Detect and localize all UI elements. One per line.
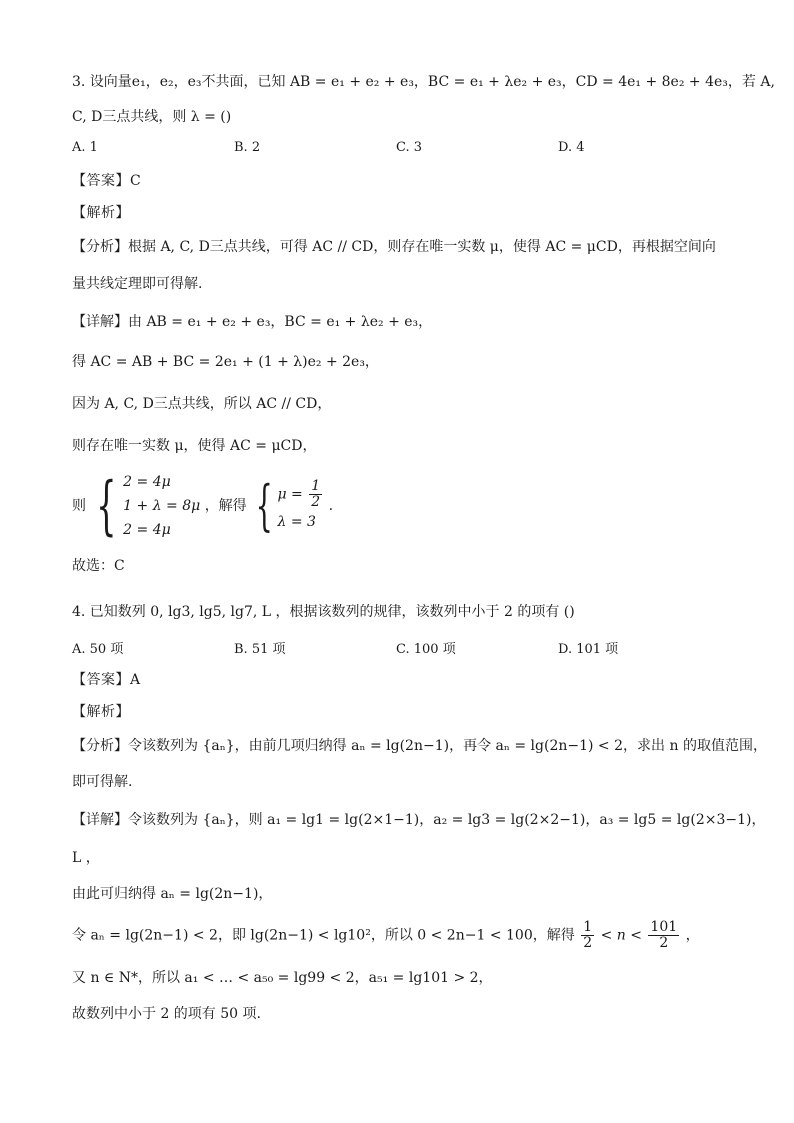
q3-solution-system [251, 474, 324, 537]
q3-system-row-1: 2 = 4μ [123, 474, 171, 490]
q3-stem-line2: C, D三点共线，则 λ = () [72, 109, 232, 125]
left-brace-icon: { [96, 469, 117, 543]
q4-detail-line4-text: 令 aₙ = lg(2n−1) < 2，即 lg(2n−1) < lg10²，所以 0 < 2n−1 < 100，解得 [72, 927, 575, 944]
q4-detail-line2: L ， [72, 850, 100, 866]
q4-detail-line4-end: ， [685, 927, 700, 944]
q3-option-b: B. 2 [234, 140, 261, 155]
q4-inequality-middle: < n < [600, 927, 642, 944]
q3-option-c: C. 3 [396, 140, 423, 155]
q4-option-d: D. 101 项 [558, 642, 619, 657]
q4-analysis-title: 【解析】 [72, 704, 130, 720]
q3-stem-line1: 3. 设向量e₁，e₂，e₃不共面，已知 AB = e₁ + e₂ + e₃，BC = e₁ + λe₂ + e₃，CD = 4e₁ + 8e₂ + 4e₃，若 A, [72, 74, 775, 90]
q3-system-row-3: 2 = 4μ [123, 522, 171, 538]
q3-detail-line1: 【详解】由 AB = e₁ + e₂ + e₃，BC = e₁ + λe₂ + e₃， [72, 314, 433, 330]
q4-answer: 【答案】A [72, 672, 141, 688]
q4-detail-line5: 又 n ∈ N*，所以 a₁ < … < a₅₀ = lg99 < 2，a₅₁ = lg101 > 2， [72, 970, 493, 986]
q3-detail-line3: 因为 A, C, D三点共线，所以 AC // CD， [72, 396, 332, 412]
q4-fraction-101-half [648, 920, 679, 951]
q3-solve-text: ，解得 [204, 498, 247, 514]
q3-detail-line2: 得 AC = AB + BC = 2e₁ + (1 + λ)e₂ + 2e₃， [72, 354, 379, 370]
q3-fenxi-line1: 【分析】根据 A, C, D三点共线，可得 AC // CD，则存在唯一实数 μ，使得 AC = μCD，再根据空间向 [72, 239, 716, 255]
q3-solution-mu-fraction [309, 479, 322, 510]
left-brace-icon: { [255, 474, 273, 537]
q4-fraction-one-half [581, 920, 594, 951]
q3-options [72, 140, 732, 160]
q3-solution-end: . [328, 498, 334, 514]
q3-system-line [72, 470, 333, 542]
q4-detail-line3: 由此可归纳得 aₙ = lg(2n−1)， [72, 886, 273, 902]
q3-option-d: D. 4 [558, 140, 585, 155]
q3-solution-lambda: λ = 3 [277, 513, 316, 530]
q3-answer: 【答案】C [72, 173, 142, 189]
q4-option-a: A. 50 项 [72, 642, 124, 657]
q3-choose: 故选：C [72, 558, 125, 574]
q3-solution-mu [278, 479, 325, 510]
q3-system-prefix: 则 [72, 498, 86, 514]
q4-stem: 4. 已知数列 0, lg3, lg5, lg7, L ，根据该数列的规律，该数列中小于 2 的项有 () [72, 604, 575, 620]
fraction-numerator: 1 [311, 477, 321, 494]
fraction-numerator: 101 [650, 919, 678, 935]
q3-system-row-2: 1 + λ = 8μ [123, 498, 201, 514]
q3-fenxi-line2: 量共线定理即可得解. [72, 276, 203, 292]
fraction-denominator: 2 [583, 935, 593, 951]
q3-solution-mu-prefix: μ = [277, 486, 303, 502]
q3-equation-system [90, 470, 200, 542]
q4-detail-line6: 故数列中小于 2 的项有 50 项. [72, 1006, 261, 1022]
q4-fenxi-line1: 【分析】令该数列为 {aₙ}，由前几项归纳得 aₙ = lg(2n−1)，再令 aₙ = lg(2n−1) < 2，求出 n 的取值范围， [72, 738, 767, 754]
q4-option-b: B. 51 项 [234, 642, 286, 657]
q4-fenxi-line2: 即可得解. [72, 774, 133, 790]
q3-analysis-title: 【解析】 [72, 205, 130, 221]
q4-detail-line4 [72, 920, 700, 951]
fraction-numerator: 1 [583, 919, 593, 935]
q3-option-a: A. 1 [72, 140, 98, 155]
q4-options [72, 638, 732, 658]
fraction-denominator: 2 [311, 493, 321, 510]
fraction-denominator: 2 [659, 935, 669, 951]
q3-detail-line4: 则存在唯一实数 μ，使得 AC = μCD， [72, 438, 317, 454]
q4-option-c: C. 100 项 [396, 642, 456, 657]
q4-detail-line1: 【详解】令该数列为 {aₙ}，则 a₁ = lg1 = lg(2×1−1)，a₂ = lg3 = lg(2×2−1)，a₃ = lg5 = lg(2×3−1)， [72, 812, 766, 828]
